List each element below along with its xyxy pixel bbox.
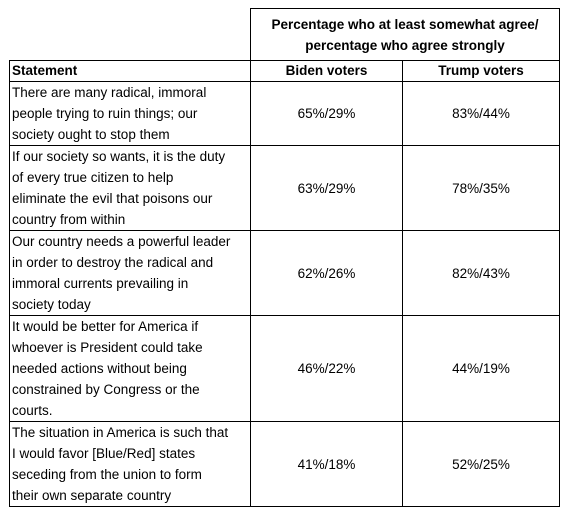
biden-value: 65%/29% <box>251 82 403 146</box>
group-header <box>251 9 560 61</box>
trump-value: 78%/35% <box>403 146 560 231</box>
statement-line: their own separate country <box>12 488 172 503</box>
biden-value: 62%/26% <box>251 231 403 316</box>
group-header-line1: Percentage who at least somewhat agree/ <box>271 16 539 32</box>
statement-cell <box>10 422 251 507</box>
trump-value: 82%/43% <box>403 231 560 316</box>
statement-line: needed actions without being <box>12 361 187 376</box>
statement-cell <box>10 231 251 316</box>
statement-line: country from within <box>12 212 126 227</box>
statement-line: Our country needs a powerful leader <box>12 234 231 249</box>
biden-value: 41%/18% <box>251 422 403 507</box>
survey-table <box>9 8 560 507</box>
trump-value: 44%/19% <box>403 316 560 422</box>
statement-line: The situation in America is such that <box>12 425 229 440</box>
statement-line: I would favor [Blue/Red] states <box>12 446 196 461</box>
statement-line: society today <box>12 297 91 312</box>
statement-line: There are many radical, immoral <box>12 85 207 100</box>
col-header-biden: Biden voters <box>251 61 403 82</box>
statement-cell <box>10 82 251 146</box>
statement-line: people trying to ruin things; our <box>12 106 198 121</box>
statement-cell <box>10 316 251 422</box>
statement-cell <box>10 146 251 231</box>
statement-line: seceding from the union to form <box>12 467 202 482</box>
statement-line: immoral currents prevailing in <box>12 276 189 291</box>
table-row <box>10 422 560 507</box>
statement-line: eliminate the evil that poisons our <box>12 191 213 206</box>
trump-value: 52%/25% <box>403 422 560 507</box>
statement-line: constrained by Congress or the <box>12 382 200 397</box>
table-row <box>10 316 560 422</box>
statement-line: in order to destroy the radical and <box>12 255 214 270</box>
table-row <box>10 82 560 146</box>
trump-value: 83%/44% <box>403 82 560 146</box>
statement-line: courts. <box>12 403 53 418</box>
table-row <box>10 146 560 231</box>
statement-line: If our society so wants, it is the duty <box>12 149 226 164</box>
col-header-trump: Trump voters <box>403 61 560 82</box>
statement-line: of every true citizen to help <box>12 170 174 185</box>
statement-line: society ought to stop them <box>12 127 170 142</box>
biden-value: 63%/29% <box>251 146 403 231</box>
col-header-statement: Statement <box>10 61 251 82</box>
group-header-line2: percentage who agree strongly <box>305 37 505 53</box>
statement-line: whoever is President could take <box>12 340 203 355</box>
statement-line: It would be better for America if <box>12 319 199 334</box>
empty-corner-cell <box>10 9 251 61</box>
biden-value: 46%/22% <box>251 316 403 422</box>
table-row <box>10 231 560 316</box>
